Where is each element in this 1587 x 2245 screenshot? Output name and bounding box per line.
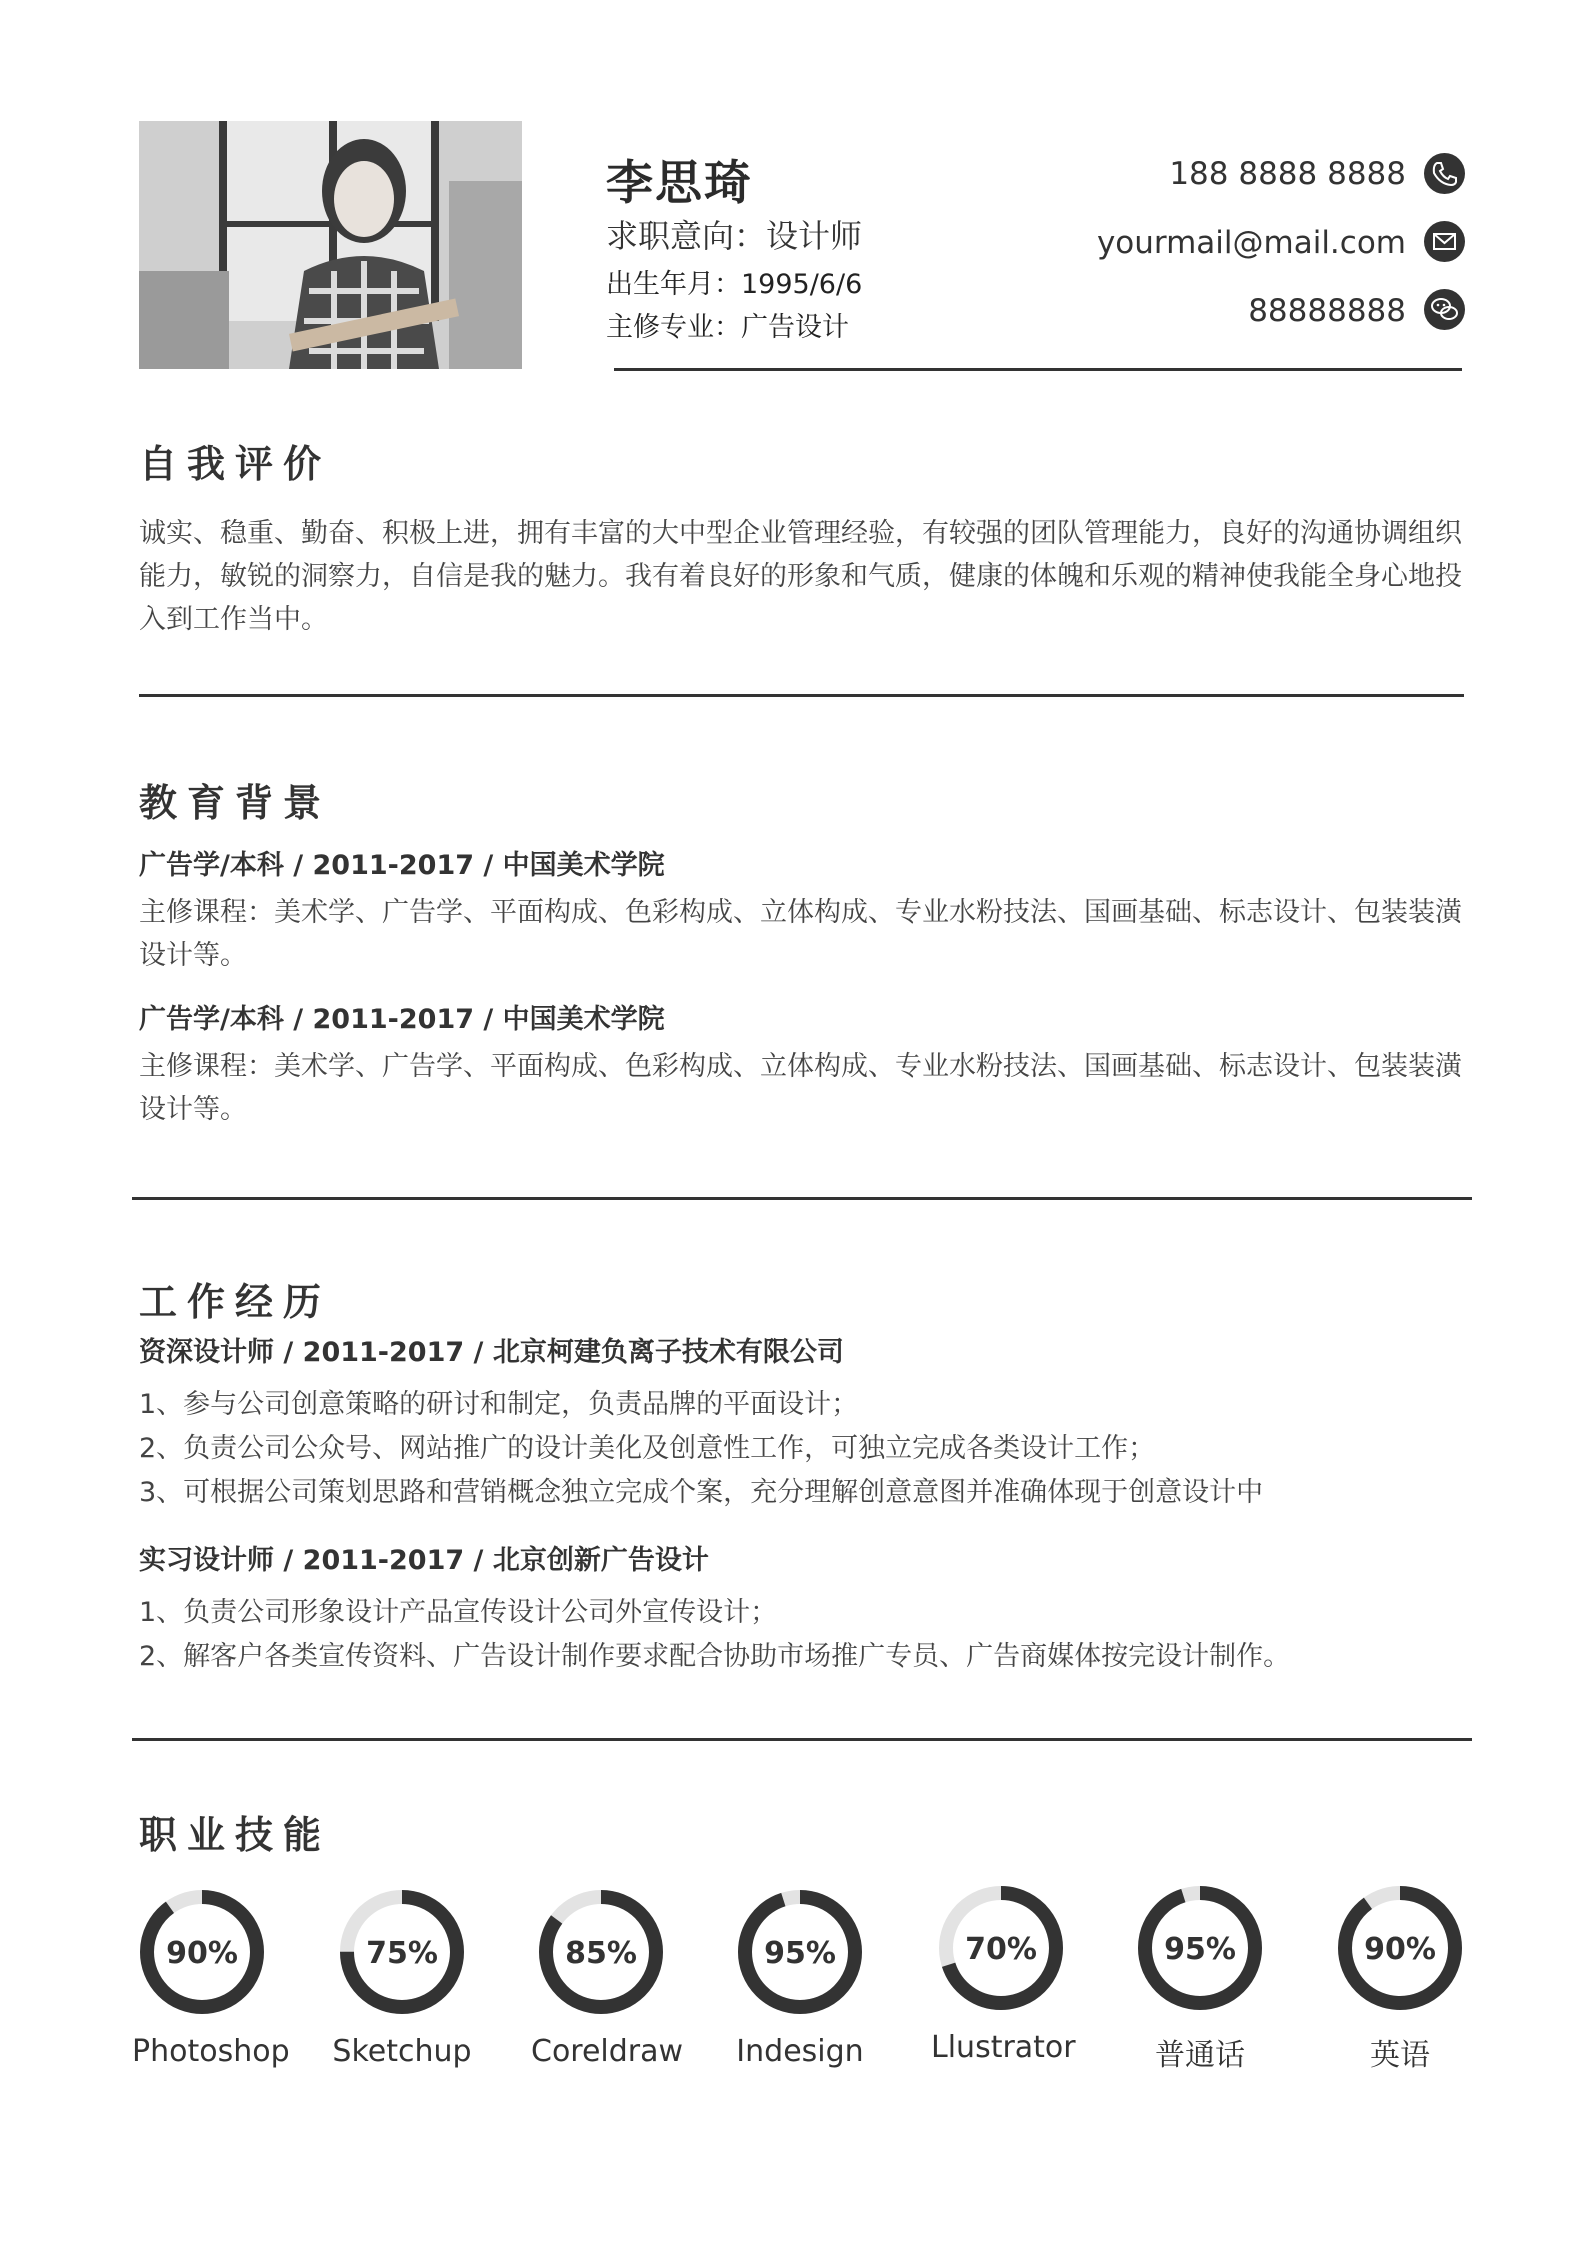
job-duty-line: 1、负责公司形象设计产品宣传设计公司外宣传设计； (139, 1597, 778, 1628)
skill-name: Indesign (736, 2034, 864, 2069)
skill-percent: 95% (1164, 1932, 1236, 1967)
skill-name: 英语 (1370, 2038, 1430, 2073)
skill-item (1130, 1878, 1270, 2074)
skill-percent: 75% (366, 1936, 438, 1971)
skill-ring (931, 1878, 1071, 2018)
phone-number: 188 8888 8888 (1169, 156, 1406, 192)
section-divider (132, 1738, 1472, 1741)
self-eval-text: 诚实、稳重、勤奋、积极上进，拥有丰富的大中型企业管理经验，有较强的团队管理能力，良好的沟通协调组织能力，敏锐的洞察力，自信是我的魅力。我有着良好的形象和气质，健康的体魄和乐观的精神使我能全身心地投入到工作当中。 (139, 518, 1462, 635)
section-divider (139, 694, 1464, 697)
major: 主修专业：广告设计 (606, 312, 849, 343)
profile-photo (139, 121, 522, 369)
job-head: 实习设计师 / 2011-2017 / 北京创新广告设计 (139, 1545, 709, 1576)
skill-percent: 90% (166, 1936, 238, 1971)
skill-item (132, 1882, 290, 2069)
skill-ring (1330, 1878, 1470, 2018)
education-entry-text: 主修课程：美术学、广告学、平面构成、色彩构成、立体构成、专业水粉技法、国画基础、标志设计、包装装潢设计等。 (139, 1051, 1462, 1125)
skill-item (531, 1882, 684, 2069)
skill-ring (332, 1882, 472, 2022)
job-duty-line: 2、解客户各类宣传资料、广告设计制作要求配合协助市场推广专员、广告商媒体按完设计制作。 (139, 1641, 1291, 1672)
skill-ring (1130, 1878, 1270, 2018)
skill-ring (132, 1882, 272, 2022)
skill-name: Coreldraw (531, 2034, 684, 2069)
skill-item (931, 1878, 1076, 2065)
phone-icon (1424, 153, 1465, 194)
job-duty-line: 3、可根据公司策划思路和营销概念独立完成个案，充分理解创意意图并准确体现于创意设计中 (139, 1477, 1264, 1508)
skill-name: Sketchup (332, 2034, 472, 2069)
mail-icon (1424, 221, 1465, 262)
education-entry-text: 主修课程：美术学、广告学、平面构成、色彩构成、立体构成、专业水粉技法、国画基础、标志设计、包装装潢设计等。 (139, 897, 1462, 971)
section-title-education: 教育背景 (139, 781, 332, 825)
education-entry-head: 广告学/本科 / 2011-2017 / 中国美术学院 (139, 850, 665, 881)
skill-item (332, 1882, 472, 2069)
section-title-skills: 职业技能 (139, 1813, 332, 1857)
skill-percent: 90% (1364, 1932, 1436, 1967)
job-duty-line: 2、负责公司公众号、网站推广的设计美化及创意性工作，可独立完成各类设计工作； (139, 1433, 1156, 1464)
skill-item (730, 1882, 870, 2069)
skill-item (1330, 1878, 1470, 2074)
header-divider (614, 368, 1462, 371)
skill-ring (531, 1882, 671, 2022)
skill-ring (730, 1882, 870, 2022)
section-title-self-eval: 自我评价 (139, 442, 332, 486)
job-intent: 求职意向：设计师 (606, 217, 863, 255)
skill-name: Photoshop (132, 2034, 290, 2069)
wechat-id: 88888888 (1248, 293, 1406, 329)
job-head: 资深设计师 / 2011-2017 / 北京柯建负离子技术有限公司 (139, 1337, 844, 1368)
skill-name: 普通话 (1155, 2038, 1245, 2073)
section-title-work: 工作经历 (139, 1280, 332, 1324)
birth-date: 出生年月：1995/6/6 (606, 269, 863, 300)
skill-percent: 95% (764, 1936, 836, 1971)
job-duty-line: 1、参与公司创意策略的研讨和制定，负责品牌的平面设计； (139, 1389, 859, 1420)
section-divider (132, 1197, 1472, 1200)
skill-name: Llustrator (931, 2030, 1076, 2065)
skill-percent: 70% (965, 1932, 1037, 1967)
skill-percent: 85% (565, 1936, 637, 1971)
candidate-name: 李思琦 (606, 156, 753, 211)
wechat-icon (1424, 289, 1465, 330)
email-address: yourmail@mail.com (1096, 225, 1406, 261)
education-entry-head: 广告学/本科 / 2011-2017 / 中国美术学院 (139, 1004, 665, 1035)
